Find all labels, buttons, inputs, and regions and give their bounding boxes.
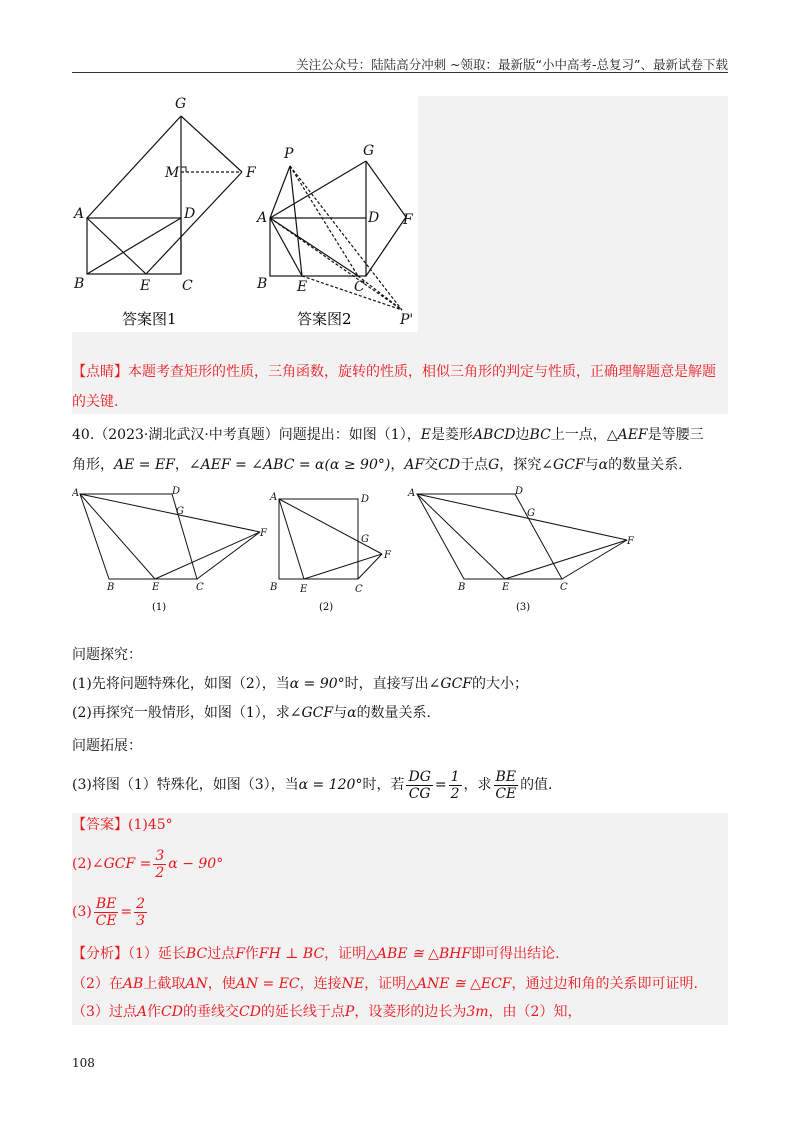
fraction-numerator: BE xyxy=(95,895,117,912)
math-alpha-minus-90: α − 90° xyxy=(168,856,224,872)
p2-label-g: G xyxy=(361,534,369,545)
p1-label-b: B xyxy=(107,582,115,593)
p1-label-f: F xyxy=(260,528,267,539)
dianjing-line-2: 的关键. xyxy=(72,394,119,410)
fraction-numerator: DG xyxy=(408,768,431,785)
math-angle-GCF: ∠GCF xyxy=(428,676,472,692)
math-F: F xyxy=(235,946,245,962)
fig2-label-p: P xyxy=(284,146,294,162)
fraction-numerator: 2 xyxy=(136,895,146,912)
p3-label-c: C xyxy=(560,582,568,593)
answer-figure-diagrams xyxy=(72,92,418,332)
p3-label-f: F xyxy=(627,536,634,547)
equals-sign: = xyxy=(120,904,133,920)
fig1-caption: 答案图1 xyxy=(122,310,177,328)
fraction-3-2 xyxy=(153,848,166,881)
p2-label-a: A xyxy=(270,492,278,503)
fraction-denominator: 3 xyxy=(136,912,146,929)
analysis-text: （1）延长 xyxy=(128,946,186,962)
analysis-text: （2）在 xyxy=(72,976,123,992)
p3-label-b: B xyxy=(458,582,466,593)
analysis-text: ，由（2）知， xyxy=(488,1004,582,1020)
analysis-text: 作 xyxy=(147,1004,162,1020)
math-alpha: α xyxy=(598,457,609,473)
problem-text: ， xyxy=(174,457,189,473)
math-A: A xyxy=(136,1004,148,1020)
analysis-text: 作 xyxy=(244,946,259,962)
analysis-line-2 xyxy=(72,974,698,994)
question-text: 的值. xyxy=(520,777,553,793)
fig1-label-d: D xyxy=(184,206,196,222)
fig2-label-g: G xyxy=(363,143,375,159)
header-divider xyxy=(72,72,728,73)
dianjing-text-1: 本题考查矩形的性质，三角函数，旋转的性质，相似三角形的判定与性质，正确理解题意是解题 xyxy=(128,364,716,380)
question-text: 时，直接写出 xyxy=(344,676,429,692)
problem-text: 是菱形 xyxy=(430,427,473,443)
answer-line-3 xyxy=(72,894,149,930)
analysis-text: ，证明 xyxy=(324,946,367,962)
problem-figure-3 xyxy=(417,494,627,579)
analysis-text: 过点 xyxy=(207,946,236,962)
page-number: 108 xyxy=(72,1056,95,1070)
p1-label-e: E xyxy=(152,582,160,593)
math-AN: AN xyxy=(185,976,208,992)
math-CD: CD xyxy=(161,1004,183,1020)
p2-label-d: D xyxy=(361,494,370,505)
analysis-line-3 xyxy=(72,1002,581,1022)
question-text: 与 xyxy=(333,705,348,721)
fig2-label-c: C xyxy=(354,279,365,295)
question-text: 的数量关系. xyxy=(356,705,432,721)
fraction-BE-CE xyxy=(494,769,519,802)
answer-figures xyxy=(72,92,418,332)
analysis-text: ，连接 xyxy=(299,976,342,992)
problem-text: 40.（2023·湖北武汉·中考真题）问题提出：如图（1）， xyxy=(72,427,421,443)
math-P: P xyxy=(344,1004,355,1020)
answer-tag: 【答案】 xyxy=(72,817,128,833)
problem-line-1 xyxy=(72,425,704,445)
fraction-BE-CE xyxy=(94,896,119,929)
math-AN-EC: AN = EC xyxy=(235,976,300,992)
equals-sign: = xyxy=(434,777,447,793)
fraction-denominator: CE xyxy=(495,785,517,802)
fig1-label-e: E xyxy=(140,278,151,294)
p2-label-e: E xyxy=(300,584,308,595)
fig2-caption: 答案图2 xyxy=(297,310,352,328)
analysis-line-1 xyxy=(72,944,560,964)
fig2-label-a: A xyxy=(257,210,268,226)
p2-label-f: F xyxy=(384,550,391,561)
analysis-text: （3）过点 xyxy=(72,1004,137,1020)
fraction-denominator: CG xyxy=(408,785,431,802)
math-congruent-triangles: △ABE ≅ △BHF xyxy=(366,946,472,962)
fraction-DG-CG xyxy=(406,769,432,802)
problem-text: ，探究 xyxy=(499,457,542,473)
answer-2-prefix: (2) xyxy=(72,856,92,872)
problem-figures xyxy=(72,484,672,619)
analysis-text: ，通过边和角的关系即可证明. xyxy=(511,976,698,992)
question-text: (1)先将问题特殊化，如图（2），当 xyxy=(72,676,290,692)
analysis-text: ，证明 xyxy=(364,976,407,992)
math-angle-GCF: ∠GCF xyxy=(289,705,334,721)
answer-1: (1)45° xyxy=(128,817,173,833)
p3-label-a: A xyxy=(408,488,416,499)
fig1-label-c: C xyxy=(182,278,193,294)
problem-figure-1 xyxy=(80,494,260,579)
question-text: 的大小； xyxy=(472,676,528,692)
math-AE-EF: AE = EF xyxy=(114,457,175,473)
answer-figure-2 xyxy=(270,161,406,310)
fig1-label-b: B xyxy=(74,276,85,292)
math-G: G xyxy=(488,457,500,473)
math-NE: NE xyxy=(341,976,365,992)
problem-text: 上一点， xyxy=(550,427,607,443)
explore-heading: 问题探究： xyxy=(72,647,142,663)
problem-text: 与 xyxy=(584,457,599,473)
math-angle-condition: ∠AEF = ∠ABC = α(α ≥ 90°) xyxy=(188,457,391,473)
problem-text: 角形， xyxy=(72,457,114,473)
fraction-numerator: 3 xyxy=(155,847,165,864)
question-1 xyxy=(72,674,528,694)
problem-line-2 xyxy=(72,455,683,475)
math-FH-perp-BC: FH ⊥ BC xyxy=(258,946,325,962)
fig1-label-g: G xyxy=(175,96,187,112)
answer-figure-1 xyxy=(87,116,242,274)
math-BC: BC xyxy=(529,427,551,443)
analysis-text: 的垂线交 xyxy=(182,1004,239,1020)
fig2-label-d: D xyxy=(368,210,380,226)
fraction-denominator: 2 xyxy=(450,785,460,802)
p3-caption: (3) xyxy=(516,602,531,613)
problem-text: 边 xyxy=(515,427,530,443)
problem-text: ， xyxy=(390,457,405,473)
p2-caption: (2) xyxy=(319,602,334,613)
p3-label-e: E xyxy=(502,582,510,593)
page-header: 关注公众号：陆陆高分冲刺 ~领取：最新版“小中高考-总复习”、最新试卷下载 xyxy=(296,57,728,72)
question-text: ，求 xyxy=(463,777,492,793)
analysis-text: ，使 xyxy=(207,976,236,992)
analysis-text: ，设菱形的边长为 xyxy=(354,1004,467,1020)
fig1-label-a: A xyxy=(74,206,85,222)
p1-label-a: A xyxy=(72,488,80,499)
question-text: (3)将图（1）特殊化，如图（3），当 xyxy=(72,777,299,793)
p3-label-g: G xyxy=(527,508,535,519)
p2-label-b: B xyxy=(270,582,278,593)
dianjing-line-1 xyxy=(72,362,716,382)
question-2 xyxy=(72,703,431,723)
fraction-numerator: BE xyxy=(495,768,517,785)
analysis-text: 即可得出结论. xyxy=(471,946,560,962)
math-3m: 3m xyxy=(466,1004,489,1020)
analysis-text: 上截取 xyxy=(143,976,186,992)
extend-heading: 问题拓展： xyxy=(72,738,142,754)
analysis-text: 的延长线于点 xyxy=(260,1004,345,1020)
math-CD: CD xyxy=(238,1004,261,1020)
fig2-label-b: B xyxy=(257,276,268,292)
answer-line-1 xyxy=(72,815,173,835)
fraction-denominator: 2 xyxy=(155,864,165,881)
question-3 xyxy=(72,768,553,802)
math-angle-GCF: ∠GCF xyxy=(541,457,585,473)
math-ABCD: ABCD xyxy=(472,427,516,443)
fraction-denominator: CE xyxy=(95,912,117,929)
answer-3-prefix: (3) xyxy=(72,904,92,920)
math-CD: CD xyxy=(438,457,461,473)
math-E: E xyxy=(420,427,431,443)
fig2-label-e: E xyxy=(297,279,308,295)
problem-text: 是等腰三 xyxy=(647,427,704,443)
fig2-label-p-prime: P' xyxy=(400,312,414,328)
p1-label-d: D xyxy=(172,486,181,497)
p1-label-g: G xyxy=(176,506,184,517)
fig1-label-f: F xyxy=(246,165,256,181)
math-congruent-triangles: △ANE ≅ △ECF xyxy=(406,976,512,992)
fig2-label-f: F xyxy=(403,212,413,228)
p1-caption: (1) xyxy=(152,602,167,613)
fraction-2-3 xyxy=(134,896,147,929)
fraction-1-2 xyxy=(449,769,462,802)
problem-text: 交 xyxy=(424,457,439,473)
math-BC: BC xyxy=(185,946,208,962)
math-angle-GCF: ∠GCF = xyxy=(91,856,152,872)
p3-label-d: D xyxy=(515,486,524,497)
math-AB: AB xyxy=(122,976,144,992)
p1-label-c: C xyxy=(196,582,204,593)
fraction-numerator: 1 xyxy=(450,768,460,785)
math-alpha: α xyxy=(347,705,357,721)
math-triangle-AEF: △AEF xyxy=(606,427,648,443)
question-text: (2)再探究一般情形，如图（1），求 xyxy=(72,705,290,721)
p2-label-c: C xyxy=(355,584,363,595)
fig1-label-m: M xyxy=(165,165,180,181)
question-text: 时，若 xyxy=(362,777,405,793)
answer-line-2 xyxy=(72,846,223,882)
problem-text: 于点 xyxy=(460,457,489,473)
math-alpha-90: α = 90° xyxy=(289,676,345,692)
problem-text: 的数量关系. xyxy=(608,457,683,473)
math-alpha-120: α = 120° xyxy=(298,777,363,793)
dianjing-tag: 【点睛】 xyxy=(72,364,128,380)
analysis-tag: 【分析】 xyxy=(72,946,128,962)
math-AF: AF xyxy=(404,457,425,473)
